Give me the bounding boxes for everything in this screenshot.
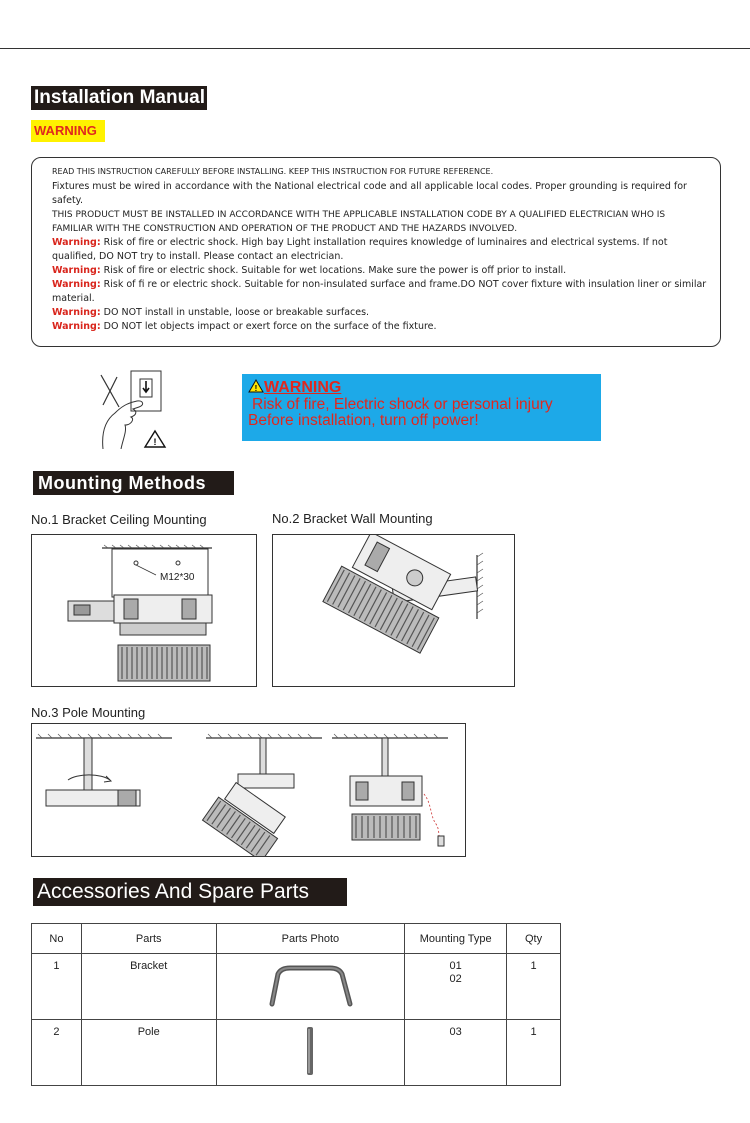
cell-mounting-type — [405, 954, 507, 1020]
warning-text: Risk of fire or electric shock. High bay Light installation requires knowledge of luminaires and electrical systems. If not qualified, DO NOT try to install. Please contact an electrician. — [52, 237, 668, 262]
banner-heading: WARNING — [264, 379, 342, 396]
table-header-row — [32, 924, 561, 954]
warning-item — [52, 320, 708, 334]
ceiling-mount-drawing — [32, 535, 256, 686]
ceiling-mount-diagram — [31, 534, 257, 687]
pole-mount-drawing — [32, 724, 465, 856]
cell-qty: 1 — [507, 954, 561, 1020]
cell-no: 2 — [32, 1020, 82, 1086]
table-row — [32, 954, 561, 1020]
method2-caption: No.2 Bracket Wall Mounting — [272, 511, 433, 526]
warning-item — [52, 278, 708, 306]
m12-callout: M12*30 — [160, 572, 195, 583]
mounting-type-03: 03 — [449, 1026, 462, 1038]
warning-label: Warning: — [52, 307, 101, 318]
header-parts: Parts — [81, 924, 216, 954]
bracket-icon — [260, 960, 360, 1010]
warning-item — [52, 236, 708, 264]
cell-no: 1 — [32, 954, 82, 1020]
cell-part: Bracket — [81, 954, 216, 1020]
header-qty: Qty — [507, 924, 561, 954]
parts-table — [31, 923, 561, 1086]
warning-label: Warning: — [52, 237, 101, 248]
warning-label: Warning: — [52, 321, 101, 332]
wiring-note: Fixtures must be wired in accordance with the National electrical code and all applicable local codes. Proper grounding is required for safety. — [52, 181, 687, 206]
header-mounting-type: Mounting Type — [405, 924, 507, 954]
warning-text-box — [31, 157, 721, 347]
power-warning-banner — [242, 374, 601, 441]
warning-text: DO NOT install in unstable, loose or breakable surfaces. — [100, 307, 370, 318]
top-rule — [0, 48, 750, 49]
installation-title: Installation Manual — [31, 86, 207, 110]
warning-item — [52, 264, 708, 278]
mounting-type-02: 02 — [449, 973, 462, 985]
mounting-type-01: 01 — [449, 960, 462, 972]
warning-item — [52, 306, 708, 320]
pole-icon — [300, 1025, 320, 1077]
cell-qty: 1 — [507, 1020, 561, 1086]
mounting-title: Mounting Methods — [33, 471, 234, 495]
warning-label: Warning: — [52, 265, 101, 276]
pole-mount-diagram — [31, 723, 466, 857]
header-parts-photo: Parts Photo — [216, 924, 405, 954]
warning-text: Risk of fire or electric shock. Suitable for wet locations. Make sure the power is off prior to install. — [100, 265, 567, 276]
cell-photo — [216, 954, 405, 1020]
method1-caption: No.1 Bracket Ceiling Mounting — [31, 512, 207, 527]
read-instruction-line: READ THIS INSTRUCTION CAREFULLY BEFORE INSTALLING. KEEP THIS INSTRUCTION FOR FUTURE REFERENCE. — [52, 167, 494, 176]
wall-mount-diagram — [272, 534, 515, 687]
svg-text:!: ! — [254, 384, 258, 393]
banner-line1: Risk of fire, Electric shock or personal injury — [252, 396, 553, 413]
warning-label: Warning: — [52, 279, 101, 290]
warning-tag: WARNING — [31, 120, 105, 142]
header-no: No — [32, 924, 82, 954]
svg-text:!: ! — [153, 437, 157, 447]
warning-text: DO NOT let objects impact or exert force on the surface of the fixture. — [100, 321, 437, 332]
banner-line2: Before installation, turn off power! — [248, 412, 479, 429]
wall-mount-drawing — [273, 535, 514, 686]
qualified-electrician-note: THIS PRODUCT MUST BE INSTALLED IN ACCORDANCE WITH THE APPLICABLE INSTALLATION CODE BY A QUALIFIED ELECTRICIAN WHO IS FAMILIAR WITH THE CONSTRUCTION AND OPERATION OF THE PRODUCT AND THE HAZARDS INVOLVED. — [52, 210, 666, 234]
method3-caption: No.3 Pole Mounting — [31, 705, 146, 720]
warning-text: Risk of fi re or electric shock. Suitable for non-insulated surface and frame.DO NOT cover fixture with insulation liner or similar material. — [52, 279, 707, 304]
cell-photo — [216, 1020, 405, 1086]
cell-part: Pole — [81, 1020, 216, 1086]
table-row — [32, 1020, 561, 1086]
switch-off-illustration — [93, 369, 173, 449]
cell-mounting-type — [405, 1020, 507, 1086]
warning-triangle-icon — [248, 379, 264, 393]
banner-heading-row — [248, 379, 601, 397]
accessories-title: Accessories And Spare Parts — [33, 878, 347, 906]
